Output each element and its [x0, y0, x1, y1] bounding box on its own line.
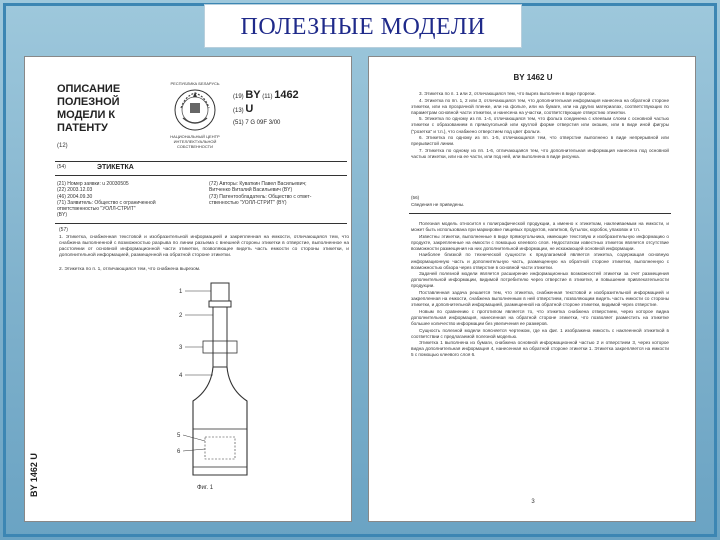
slide-title: ПОЛЕЗНЫЕ МОДЕЛИ	[240, 14, 486, 40]
biblio-line: (BY)	[57, 212, 67, 219]
page-header-code: BY 1462 U	[513, 73, 553, 82]
claim-paragraph: 7. Этикетка по одному из пп. 1-6, отличающаяся тем, что дополнительная информация нанесена под основной частью этикетки, или на ее части, или под ней, или выполнена в виде рисунка.	[411, 147, 669, 159]
biblio-kind-row	[233, 103, 299, 117]
bottle-drawing	[165, 279, 275, 483]
state-emblem-icon	[173, 88, 217, 132]
ipc-code: (51)	[233, 120, 244, 126]
doc-heading-line: ПАТЕНТУ	[57, 122, 108, 134]
ipc: 7 G 09F 3/00	[245, 120, 281, 126]
kind-code: (13)	[233, 108, 244, 114]
emblem-block	[163, 81, 227, 149]
emblem-caption-top: РЕСПУБЛИКА БЕЛАРУСЬ	[170, 81, 220, 86]
biblio-country-row	[233, 89, 299, 103]
description-paragraph: Сущность полезной модели поясняется чертежом, где на фиг. 1 изображена емкость с наклеенной этикеткой в соответствии с предлагаемой полезной моделью.	[411, 327, 669, 339]
doc-heading-line: ПОЛЕЗНОЙ	[57, 96, 120, 108]
figure-caption: Фиг. 1	[197, 485, 214, 491]
description-paragraph: Наиболее близкой по технической сущности к предлагаемой является этикетка, содержащая основную информационную часть и дополнительную часть, размещенную на обратной стороне этикетки, выполненную с возможностью обзора через отверстие в основной части этикетки.	[411, 252, 669, 270]
patent-page-right	[368, 56, 696, 522]
claims-continued	[411, 91, 669, 161]
utility-model-title: ЭТИКЕТКА	[97, 164, 134, 171]
claim-paragraph: 3. Этикетка по п. 1 или 2, отличающаяся тем, что вырез выполнен в виде прорези.	[419, 91, 596, 96]
biblio-right-column	[209, 181, 349, 206]
doc-heading-line: МОДЕЛИ К	[57, 109, 116, 121]
title-box	[204, 4, 522, 48]
kind: U	[245, 103, 254, 115]
biblio-ipc-row	[233, 117, 299, 129]
doc-heading-code: (12)	[57, 143, 68, 149]
claim-paragraph: 5. Этикетка по одному из пп. 1-4, отличающаяся тем, что фольга соединена с клеевым слоем с основной частью этикетки с образованием в прямоугольной или круглой форме отверстия или окошек, или в виде иной фигуры ("розетка" и т.п.), что снабжено отверстием под цвет фольги.	[411, 116, 669, 134]
title-code: (54)	[57, 164, 66, 170]
cited-code: (56)	[411, 195, 420, 200]
fig-label: 6	[177, 449, 181, 455]
side-patent-code: BY 1462 U	[29, 453, 39, 497]
page-number: 3	[531, 499, 535, 505]
fig-label: 2	[179, 313, 183, 319]
biblio-codes	[233, 89, 299, 129]
doc-heading	[57, 83, 120, 135]
biblio-line: ственностью "УОЛЛ-СТРИТ" (BY)	[209, 199, 287, 206]
biblio-line: (21) Номер заявки: u 20030505	[57, 181, 129, 187]
claim-paragraph: 4. Этикетка по пп. 1, 2 или 3, отличающаяся тем, что дополнительная информация нанесена на обратной стороне этикетки, или на прозрачной пленке, или на фольге, или на бумаге, или на других материалах, соответствующих по параметрам основной части этикетки, и нанесена на участки, соответствующие отверстию этикетки.	[411, 97, 669, 115]
divider	[55, 175, 347, 176]
biblio-line: ответственностью "УОЛЛ-СТРИТ"	[57, 206, 136, 213]
divider	[55, 161, 347, 162]
biblio-line: (46) 2004.09.30	[57, 193, 93, 200]
patent-page-left	[24, 56, 352, 522]
fig-label: 1	[179, 289, 183, 295]
number-code: (11)	[262, 94, 273, 100]
biblio-line: (72) Авторы: Куваткин Павел Васильевич;	[209, 181, 307, 187]
description-paragraph: Новым по сравнению с прототипом является то, что этикетка снабжена отверстием, через которое видна дополнительная информация, нанесенная на обратной стороне этикетки, что позволяет разместить на этикетке большее количество информации без увеличения ее размеров.	[411, 308, 669, 326]
biblio-left-column	[57, 181, 197, 219]
claim-paragraph: 6. Этикетка по одному из пп. 1-5, отличающаяся тем, что отверстие выполнено в виде непрерывной или прерывистой линии.	[411, 135, 669, 147]
description-paragraph: Поставленная задача решается тем, что этикетка, снабженная текстовой и изобразительной информацией и закрепленная на емкости, снабжена выполненным в ней отверстием, позволяющим видеть часть емкости со стороны этикетки, и дополнительной информацией, размещенной на обратной стороне этикетки, видимой через отверстие.	[411, 290, 669, 308]
biblio-line: (73) Патентообладатель: Общество с ответ-	[209, 193, 312, 200]
description-body	[411, 221, 669, 359]
country: BY	[245, 89, 261, 101]
claim-code: (57)	[59, 227, 68, 233]
biblio-line: (22) 2003.12.03	[57, 187, 93, 194]
divider	[55, 223, 347, 224]
cited-references: Сведения не приведены.	[411, 202, 465, 207]
description-paragraph: Задачей полезной модели является расширение информационных возможностей этикетки за счет размещения дополнительной информации, видимой потребителю через отверстие в этикетке, и повышение привлекательности продукции.	[411, 271, 669, 289]
doc-heading-line: ОПИСАНИЕ	[57, 83, 121, 95]
country-code: (19)	[233, 94, 244, 100]
fig-label: 3	[179, 345, 183, 351]
claim-2: 2. Этикетка по п. 1, отличающаяся тем, что снабжена вырезом.	[59, 267, 201, 272]
description-paragraph: Известны этикетки, выполненные в виде прямоугольника, имеющие текстовую и изобразительную информацию о продукте, закрепленные на емкости с помощью клеевого слоя. Недостатком известных этикеток является отсутствие возможности размещения на них дополнительной информации, не искажающей основной информации.	[411, 233, 669, 251]
description-paragraph: Этикетка 1 выполнена из бумаги, снабжена основной информационной частью 2 и отверстием 3, через которое видна дополнительная информация 4, нанесенная на обратной стороне этикетки 1. Этикетка закрепляется на емкости 5 с помощью клеевого слоя 6.	[411, 340, 669, 358]
description-paragraph: Полезная модель относится к полиграфической продукции, а именно к этикеткам, наклеиваемым на емкости, и может быть использована при маркировке пищевых продуктов, напитков, бутылок, коробок, упаковок и т.п.	[411, 221, 669, 233]
emblem-caption-bottom: НАЦИОНАЛЬНЫЙ ЦЕНТР ИНТЕЛЛЕКТУАЛЬНОЙ СОБСТВЕННОСТИ	[170, 134, 220, 149]
claim-1: 1. Этикетка, снабженная текстовой и изобразительной информацией и закрепленная на емкости, отличающаяся тем, что снабжена выполненной с возможностью разрыва по линии разъема с внешней стороны этикетки в отверстие, выполненное на расстоянии от основной информационной части этикетки, позволяющее видеть часть емкости со стороны этикетки, и дополнительной информацией, размещенной на обратной стороне этикетки.	[59, 235, 349, 258]
divider	[409, 213, 671, 214]
biblio-line: (71) Заявитель: Общество с ограниченной	[57, 199, 156, 206]
biblio-line: Витченко Виталий Васильевич (BY)	[209, 187, 293, 194]
patent-number: 1462	[274, 89, 299, 101]
fig-label: 5	[177, 433, 181, 439]
fig-label: 4	[179, 373, 183, 379]
